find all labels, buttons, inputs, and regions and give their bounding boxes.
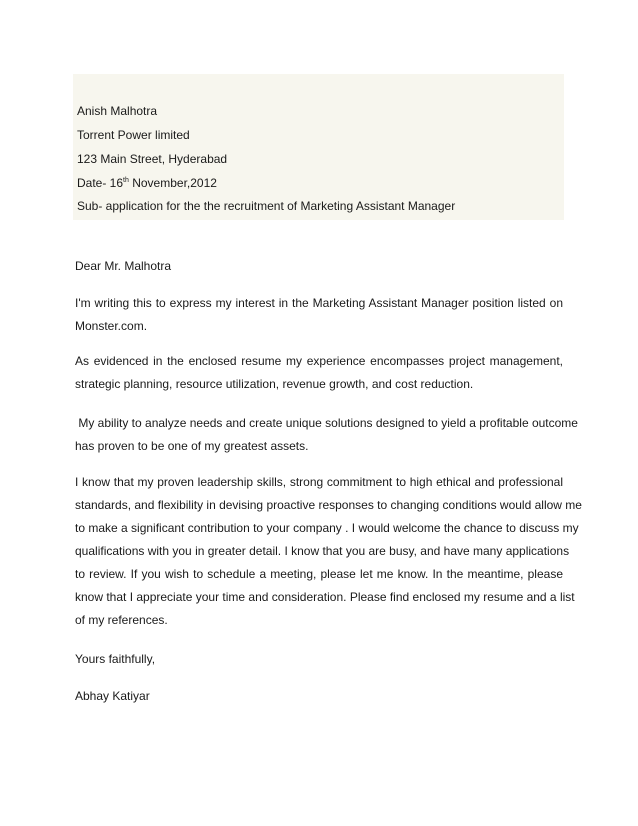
date-rest: November,2012: [128, 176, 217, 190]
paragraph-3: [75, 412, 578, 458]
salutation: Dear Mr. Malhotra: [75, 259, 172, 273]
letter-date: [77, 176, 217, 190]
paragraph-line: know that I appreciate your time and consideration. Please find enclosed my resume and a list: [75, 590, 575, 604]
paragraph-line: Monster.com.: [75, 319, 148, 333]
paragraph-4: [75, 471, 582, 632]
paragraph-line: has proven to be one of my greatest assets.: [75, 439, 309, 453]
date-suffix: th: [123, 177, 129, 184]
paragraph-line: I'm writing this to express my interest in the Marketing Assistant Manager position listed on: [75, 296, 563, 310]
paragraph-2: [75, 350, 563, 396]
paragraph-line: As evidenced in the enclosed resume my experience encompasses project management,: [75, 354, 563, 368]
paragraph-1: [75, 292, 563, 338]
recipient-name: Anish Malhotra: [77, 104, 158, 118]
letter-subject: Sub- application for the the recruitment of Marketing Assistant Manager: [77, 199, 456, 213]
date-prefix: Date- 16: [77, 176, 124, 190]
paragraph-line: to review. If you wish to schedule a meeting, please let me know. In the meantime, please: [75, 567, 563, 581]
paragraph-line: My ability to analyze needs and create unique solutions designed to yield a profitable outcome: [75, 416, 578, 430]
paragraph-line: to make a significant contribution to your company . I would welcome the chance to discuss my: [75, 521, 579, 535]
paragraph-line: standards, and flexibility in devising proactive responses to changing conditions would allow me: [75, 498, 582, 512]
paragraph-line: I know that my proven leadership skills, strong commitment to high ethical and professional: [75, 475, 563, 489]
paragraph-line: of my references.: [75, 613, 168, 627]
paragraph-line: strategic planning, resource utilization, revenue growth, and cost reduction.: [75, 377, 474, 391]
signature: Abhay Katiyar: [75, 689, 150, 703]
paragraph-line: qualifications with you in greater detail. I know that you are busy, and have many applications: [75, 544, 570, 558]
recipient-company: Torrent Power limited: [77, 128, 190, 142]
recipient-address: 123 Main Street, Hyderabad: [77, 152, 228, 166]
closing: Yours faithfully,: [75, 652, 156, 666]
